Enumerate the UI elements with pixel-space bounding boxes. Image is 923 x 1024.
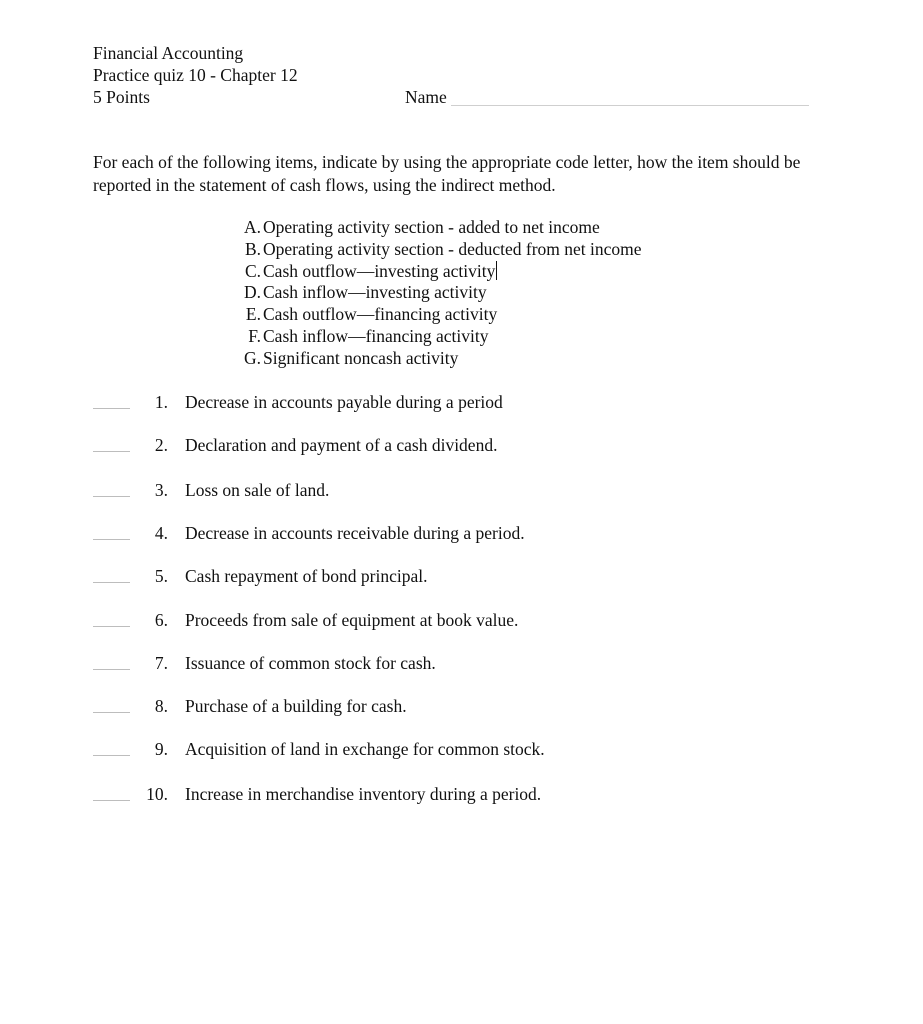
code-row-b <box>218 239 718 261</box>
question-number: 7. <box>154 653 168 673</box>
question-text: Purchase of a building for cash. <box>185 696 407 716</box>
question-number: 4. <box>154 523 168 543</box>
name-label: Name <box>405 87 447 107</box>
question-text: Increase in merchandise inventory during a period. <box>185 784 542 804</box>
quiz-title: Practice quiz 10 - Chapter 12 <box>93 65 298 85</box>
question-text: Cash repayment of bond principal. <box>185 566 428 586</box>
question-text: Acquisition of land in exchange for common stock. <box>185 739 545 759</box>
question-item <box>0 391 923 415</box>
code-letter: E. <box>245 304 261 325</box>
question-number: 8. <box>154 696 168 716</box>
text-cursor <box>496 261 497 280</box>
code-row-f <box>218 326 718 348</box>
code-letter: F. <box>248 325 261 346</box>
question-text: Proceeds from sale of equipment at book value. <box>185 610 519 630</box>
code-row-c <box>218 261 718 283</box>
question-number: 3. <box>154 480 168 500</box>
code-letter: G. <box>243 347 261 368</box>
question-number: 10. <box>146 784 168 804</box>
question-item <box>0 479 923 503</box>
question-number: 6. <box>154 610 168 630</box>
instructions-text: For each of the following items, indicate by using the appropriate code letter, how the item should be reported in the statement of cash flows, using the indirect method. <box>93 152 801 195</box>
code-description: Cash inflow—financing activity <box>263 325 489 346</box>
name-field-line[interactable] <box>451 105 809 106</box>
question-number: 1. <box>154 392 168 412</box>
question-item <box>0 783 923 807</box>
question-number: 5. <box>154 566 168 586</box>
question-item <box>0 695 923 719</box>
code-description: Operating activity section - deducted from net income <box>263 238 642 259</box>
question-text: Declaration and payment of a cash dividend. <box>185 435 498 455</box>
code-letter: B. <box>244 238 261 259</box>
points-label: 5 Points <box>93 87 150 107</box>
code-description: Operating activity section - added to net income <box>263 217 600 237</box>
question-text: Issuance of common stock for cash. <box>185 653 436 673</box>
code-row-a <box>218 217 718 239</box>
code-row-g <box>218 348 718 370</box>
question-item <box>0 522 923 546</box>
question-item <box>0 652 923 676</box>
question-item <box>0 434 923 458</box>
code-row-e <box>218 304 718 326</box>
code-description: Cash inflow—investing activity <box>263 282 487 303</box>
code-letter: A. <box>243 217 261 237</box>
code-letter: C. <box>244 260 261 281</box>
code-legend <box>218 217 718 370</box>
code-description: Significant noncash activity <box>263 347 459 368</box>
code-letter: D. <box>243 282 261 303</box>
question-item <box>0 565 923 589</box>
code-row-d <box>218 282 718 304</box>
course-title: Financial Accounting <box>93 43 244 63</box>
question-text: Loss on sale of land. <box>185 480 330 500</box>
code-description: Cash outflow—financing activity <box>263 304 498 325</box>
question-number: 9. <box>154 739 168 759</box>
question-item <box>0 738 923 762</box>
code-description: Cash outflow—investing activity <box>263 260 496 281</box>
code-description-with-cursor <box>263 261 497 283</box>
question-number: 2. <box>154 435 168 455</box>
question-text: Decrease in accounts receivable during a period. <box>185 523 525 543</box>
question-item <box>0 609 923 633</box>
question-text: Decrease in accounts payable during a period <box>185 392 503 412</box>
